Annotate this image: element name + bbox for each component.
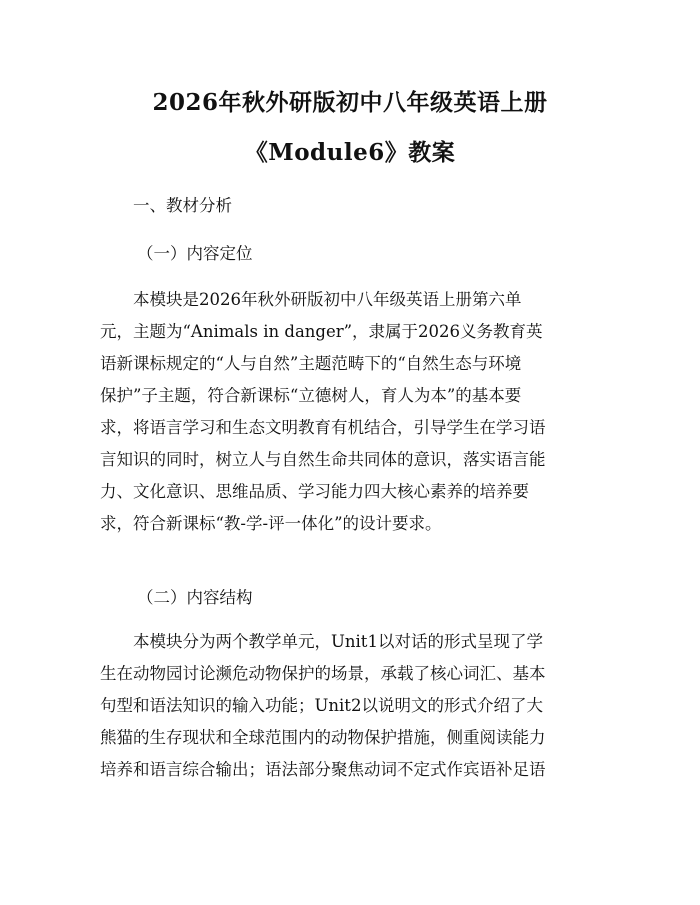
paragraph-line: 语新课标规定的“人与自然”主题范畴下的“自然生态与环境	[100, 354, 522, 373]
paragraph-line: 元，主题为“Animals in danger”，隶属于2026义务教育英	[100, 322, 543, 341]
paragraph-line: 保护”子主题，符合新课标“立德树人，育人为本”的基本要	[100, 386, 522, 405]
paragraph-line: 培养和语言综合输出；语法部分聚焦动词不定式作宾语补足语	[100, 760, 546, 779]
paragraph-line: 求，将语言学习和生态文明教育有机结合，引导学生在学习语	[100, 418, 546, 437]
paragraph-line: 生在动物园讨论濒危动物保护的场景，承载了核心词汇、基本	[100, 664, 546, 683]
paragraph-line: 言知识的同时，树立人与自然生命共同体的意识，落实语言能	[100, 450, 546, 469]
paragraph-line: 力、文化意识、思维品质、学习能力四大核心素养的培养要	[100, 482, 529, 501]
paragraph-content-structure	[100, 626, 605, 786]
document-title-line-2: 《Module6》教案	[244, 139, 456, 166]
paragraph-line: 熊猫的生存现状和全球范围内的动物保护措施，侧重阅读能力	[100, 728, 546, 747]
paragraph-line: 本模块分为两个教学单元，Unit1以对话的形式呈现了学	[100, 632, 543, 651]
document-title-line-1: 2026年秋外研版初中八年级英语上册	[152, 89, 548, 116]
paragraph-content-positioning	[100, 284, 605, 540]
paragraph-line: 求，符合新课标“教-学-评一体化”的设计要求。	[100, 514, 442, 533]
subsection-heading-content-structure: （二）内容结构	[137, 588, 253, 607]
subsection-heading-content-positioning: （一）内容定位	[137, 244, 253, 263]
paragraph-line: 句型和语法知识的输入功能；Unit2以说明文的形式介绍了大	[100, 696, 543, 715]
paragraph-line: 本模块是2026年秋外研版初中八年级英语上册第六单	[100, 290, 522, 309]
section-heading-textbook-analysis: 一、教材分析	[133, 196, 232, 215]
